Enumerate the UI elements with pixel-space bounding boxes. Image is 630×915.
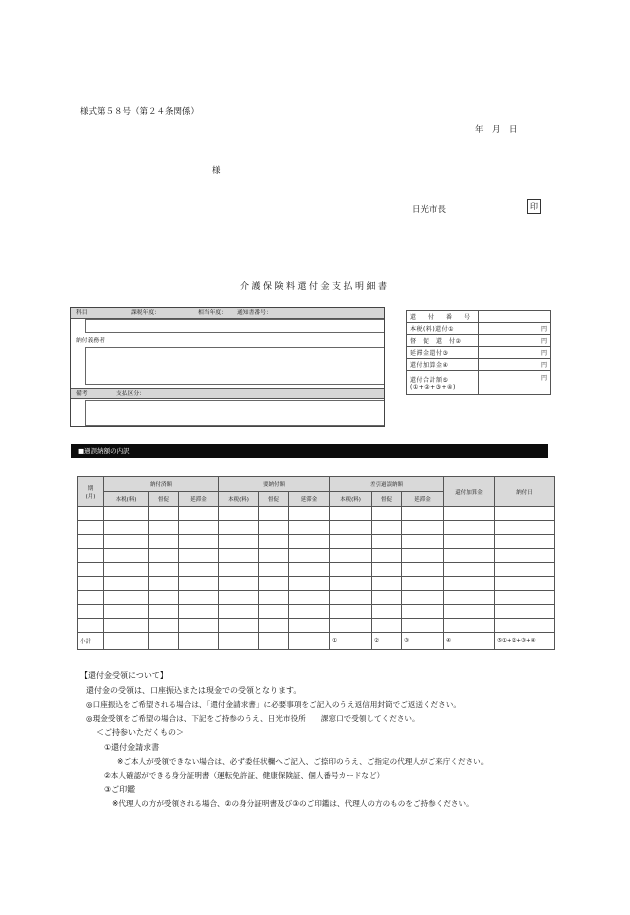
sub-header-principal: 本税(料): [104, 492, 149, 507]
amount-cell[interactable]: [104, 563, 149, 577]
sub-header-late-fee: 延滞金: [289, 492, 330, 507]
amount-cell[interactable]: [219, 605, 259, 619]
notice-line: ※ご本人が受領できない場合は、必ず委任状欄へご記入、ご捺印のうえ、ご指定の代理人がご来庁ください。: [117, 757, 489, 766]
remarks-label: 備考: [76, 391, 88, 397]
amount-cell[interactable]: [289, 535, 330, 549]
amount-cell[interactable]: [444, 549, 495, 563]
table-row: [78, 605, 555, 619]
notice-line: ◎現金受領をご希望の場合は、下記をご持参のうえ、日光市役所 課窓口で受領してください。: [86, 714, 420, 723]
amount-cell[interactable]: [495, 535, 555, 549]
notice-line: ＜ご持参いただくもの＞: [96, 728, 184, 737]
amount-cell[interactable]: [149, 619, 179, 633]
group-header-required: 要納付額: [219, 477, 330, 492]
amount-cell[interactable]: [402, 563, 444, 577]
amount-cell[interactable]: [444, 605, 495, 619]
amount-cell[interactable]: [289, 591, 330, 605]
sub-header-late-fee: 延滞金: [179, 492, 219, 507]
subject-label: 科目: [76, 310, 88, 316]
amount-cell[interactable]: [495, 577, 555, 591]
amount-cell[interactable]: [372, 549, 402, 563]
amount-cell[interactable]: [289, 605, 330, 619]
summary-total-label: [407, 371, 479, 395]
date-line: 年 月 日: [475, 125, 518, 135]
period-cell[interactable]: [78, 535, 104, 549]
amount-cell[interactable]: [179, 507, 219, 521]
period-cell[interactable]: [78, 591, 104, 605]
section-title-bar: ■過誤納額の内訳: [71, 444, 548, 458]
period-header: [78, 477, 104, 507]
amount-cell[interactable]: [402, 605, 444, 619]
amount-cell[interactable]: [149, 563, 179, 577]
applicable-year-label: 相当年度：: [198, 310, 227, 316]
notice-line: ◎口座振込をご希望される場合は、「還付金請求書」に必要事項をご記入のうえ返信用封筒でご返送ください。: [86, 700, 461, 709]
issuer-name: 日光市長: [412, 205, 447, 215]
summary-label: 延滞金還付③: [407, 347, 479, 359]
dunning-refund-field[interactable]: 円: [479, 335, 551, 347]
amount-cell[interactable]: [179, 549, 219, 563]
summary-row: [407, 335, 551, 347]
amount-cell[interactable]: [219, 521, 259, 535]
subtotal-cell[interactable]: ⑤①+②+③+④: [495, 633, 555, 650]
amount-cell[interactable]: [289, 549, 330, 563]
amount-cell[interactable]: [495, 563, 555, 577]
notice-heading: 【還付金受領について】: [80, 671, 168, 680]
summary-total-title: 還付合計額⑤: [410, 376, 449, 384]
notice-line: ①還付金請求書: [104, 743, 160, 752]
amount-cell[interactable]: [402, 535, 444, 549]
refund-number-field[interactable]: [479, 311, 551, 323]
amount-cell[interactable]: [495, 521, 555, 535]
refund-total-field[interactable]: 円: [479, 371, 551, 395]
subtotal-cell[interactable]: ④: [444, 633, 495, 650]
notice-line: ※代理人の方が受領される場合、②の身分証明書及び③のご印鑑は、代理人の方のものをご持参ください。: [112, 799, 474, 808]
amount-cell[interactable]: [219, 577, 259, 591]
obligor-input[interactable]: [85, 347, 384, 385]
amount-cell[interactable]: [330, 605, 372, 619]
amount-cell[interactable]: [179, 535, 219, 549]
table-row: [78, 507, 555, 521]
subtotal-cell[interactable]: [259, 633, 289, 650]
amount-cell[interactable]: [402, 591, 444, 605]
summary-label: 督 促 還 付②: [407, 335, 479, 347]
amount-cell[interactable]: [289, 507, 330, 521]
amount-cell[interactable]: [402, 577, 444, 591]
notice-line: ③ご印鑑: [104, 785, 136, 794]
amount-cell[interactable]: [444, 563, 495, 577]
summary-label: 本税(料)還付①: [407, 323, 479, 335]
amount-cell[interactable]: [259, 577, 289, 591]
remarks-row: [71, 388, 384, 399]
amount-cell[interactable]: [289, 577, 330, 591]
period-cell[interactable]: [78, 507, 104, 521]
amount-cell[interactable]: [149, 521, 179, 535]
amount-cell[interactable]: [179, 521, 219, 535]
period-cell[interactable]: [78, 619, 104, 633]
period-cell[interactable]: [78, 605, 104, 619]
table-row: [78, 619, 555, 633]
group-header-overpaid: 差引過誤納額: [330, 477, 444, 492]
tax-year-label: 課税年度：: [131, 310, 160, 316]
remarks-input[interactable]: [85, 400, 384, 426]
amount-cell[interactable]: [495, 619, 555, 633]
table-row: [78, 591, 555, 605]
amount-cell[interactable]: [104, 591, 149, 605]
table-row: [78, 563, 555, 577]
period-header-label: 期: [87, 485, 94, 492]
amount-cell[interactable]: [402, 549, 444, 563]
amount-cell[interactable]: [372, 521, 402, 535]
amount-cell[interactable]: [259, 605, 289, 619]
table-row: [78, 577, 555, 591]
amount-cell[interactable]: [179, 577, 219, 591]
summary-row: [407, 359, 551, 371]
principal-refund-field[interactable]: 円: [479, 323, 551, 335]
amount-cell[interactable]: [444, 507, 495, 521]
period-cell[interactable]: [78, 563, 104, 577]
amount-cell[interactable]: [259, 591, 289, 605]
group-header-paid: 納付済額: [104, 477, 219, 492]
sub-header-dunning: 督促: [372, 492, 402, 507]
amount-cell[interactable]: [372, 577, 402, 591]
amount-cell[interactable]: [444, 521, 495, 535]
amount-cell[interactable]: [372, 591, 402, 605]
refund-summary-table: [406, 310, 551, 395]
amount-cell[interactable]: [444, 591, 495, 605]
sub-header-principal: 本税(料): [219, 492, 259, 507]
amount-cell[interactable]: [330, 535, 372, 549]
amount-cell[interactable]: [219, 535, 259, 549]
amount-cell[interactable]: [149, 535, 179, 549]
subtotal-cell[interactable]: [219, 633, 259, 650]
taxpayer-info-box: [70, 307, 385, 427]
notice-line: ②本人確認ができる身分証明書（運転免許証、健康保険証、個人番号カードなど）: [104, 771, 385, 780]
amount-cell[interactable]: [330, 521, 372, 535]
amount-cell[interactable]: [330, 507, 372, 521]
table-row: [78, 521, 555, 535]
amount-cell[interactable]: [219, 507, 259, 521]
amount-cell[interactable]: [219, 563, 259, 577]
summary-row: [407, 347, 551, 359]
obligor-label: 納付義務者: [76, 338, 105, 344]
amount-cell[interactable]: [444, 535, 495, 549]
amount-cell[interactable]: [289, 563, 330, 577]
amount-cell[interactable]: [104, 521, 149, 535]
amount-cell[interactable]: [444, 619, 495, 633]
amount-cell[interactable]: [372, 507, 402, 521]
amount-cell[interactable]: [330, 619, 372, 633]
amount-cell[interactable]: [259, 521, 289, 535]
subject-input[interactable]: [85, 319, 384, 333]
amount-cell[interactable]: [104, 549, 149, 563]
sub-header-dunning: 督促: [259, 492, 289, 507]
amount-cell[interactable]: [104, 507, 149, 521]
amount-cell[interactable]: [402, 521, 444, 535]
notice-line: 還付金の受領は、口座振込または現金での受領となります。: [86, 686, 302, 695]
notice-number-label: 通知書番号：: [237, 310, 272, 316]
amount-cell[interactable]: [495, 507, 555, 521]
subtotal-label: 小計: [78, 633, 104, 650]
amount-cell[interactable]: [372, 619, 402, 633]
summary-label: 還付加算金④: [407, 359, 479, 371]
recipient-honorific: 様: [212, 166, 221, 176]
amount-cell[interactable]: [259, 549, 289, 563]
amount-cell[interactable]: [495, 605, 555, 619]
late-fee-refund-field[interactable]: 円: [479, 347, 551, 359]
summary-row: [407, 323, 551, 335]
amount-cell[interactable]: [149, 591, 179, 605]
summary-row: [407, 311, 551, 323]
amount-cell[interactable]: [179, 619, 219, 633]
refund-addition-field[interactable]: 円: [479, 359, 551, 371]
amount-cell[interactable]: [179, 563, 219, 577]
amount-cell[interactable]: [219, 591, 259, 605]
summary-label: 還 付 番 号: [407, 311, 479, 323]
refund-addition-header: 還付加算金: [444, 477, 495, 507]
amount-cell[interactable]: [104, 605, 149, 619]
amount-cell[interactable]: [104, 619, 149, 633]
subject-row: [71, 308, 384, 319]
subtotal-cell[interactable]: [289, 633, 330, 650]
payment-date-header: 納付日: [495, 477, 555, 507]
sub-header-principal: 本税(料): [330, 492, 372, 507]
period-header-unit: (月): [85, 493, 96, 500]
amount-cell[interactable]: [330, 577, 372, 591]
amount-cell[interactable]: [259, 535, 289, 549]
table-row: [78, 549, 555, 563]
amount-cell[interactable]: [444, 577, 495, 591]
amount-cell[interactable]: [259, 563, 289, 577]
table-row: [78, 535, 555, 549]
subtotal-cell[interactable]: ①: [330, 633, 372, 650]
amount-cell[interactable]: [179, 591, 219, 605]
amount-cell[interactable]: [259, 619, 289, 633]
subtotal-row: [78, 633, 555, 650]
subtotal-cell[interactable]: [149, 633, 179, 650]
amount-cell[interactable]: [289, 521, 330, 535]
amount-cell[interactable]: [219, 619, 259, 633]
amount-cell[interactable]: [149, 507, 179, 521]
amount-cell[interactable]: [402, 507, 444, 521]
amount-cell[interactable]: [104, 577, 149, 591]
form-number: 様式第５８号（第２４条関係）: [80, 107, 200, 117]
payment-type-label: 支払区分：: [116, 391, 145, 397]
amount-cell[interactable]: [104, 535, 149, 549]
amount-cell[interactable]: [372, 563, 402, 577]
amount-cell[interactable]: [289, 619, 330, 633]
amount-cell[interactable]: [372, 535, 402, 549]
summary-total-formula: (①+②+③+④): [410, 383, 456, 391]
period-cell[interactable]: [78, 549, 104, 563]
amount-cell[interactable]: [330, 563, 372, 577]
subtotal-cell[interactable]: [179, 633, 219, 650]
period-cell[interactable]: [78, 577, 104, 591]
amount-cell[interactable]: [149, 605, 179, 619]
sub-header-late-fee: 延滞金: [402, 492, 444, 507]
summary-total-row: [407, 371, 551, 395]
amount-cell[interactable]: [495, 549, 555, 563]
seal-mark: 印: [527, 199, 541, 214]
amount-cell[interactable]: [259, 507, 289, 521]
amount-cell[interactable]: [372, 605, 402, 619]
document-title: 介護保険料還付金支払明細書: [240, 282, 390, 292]
amount-cell[interactable]: [495, 591, 555, 605]
overpayment-breakdown-table: [77, 476, 555, 650]
period-cell[interactable]: [78, 521, 104, 535]
amount-cell[interactable]: [149, 549, 179, 563]
subtotal-cell[interactable]: [104, 633, 149, 650]
amount-cell[interactable]: [330, 591, 372, 605]
subtotal-cell[interactable]: ③: [402, 633, 444, 650]
amount-cell[interactable]: [330, 549, 372, 563]
sub-header-dunning: 督促: [149, 492, 179, 507]
amount-cell[interactable]: [402, 619, 444, 633]
amount-cell[interactable]: [219, 549, 259, 563]
amount-cell[interactable]: [179, 605, 219, 619]
subtotal-cell[interactable]: ②: [372, 633, 402, 650]
amount-cell[interactable]: [149, 577, 179, 591]
breakdown-rows: [78, 507, 555, 650]
